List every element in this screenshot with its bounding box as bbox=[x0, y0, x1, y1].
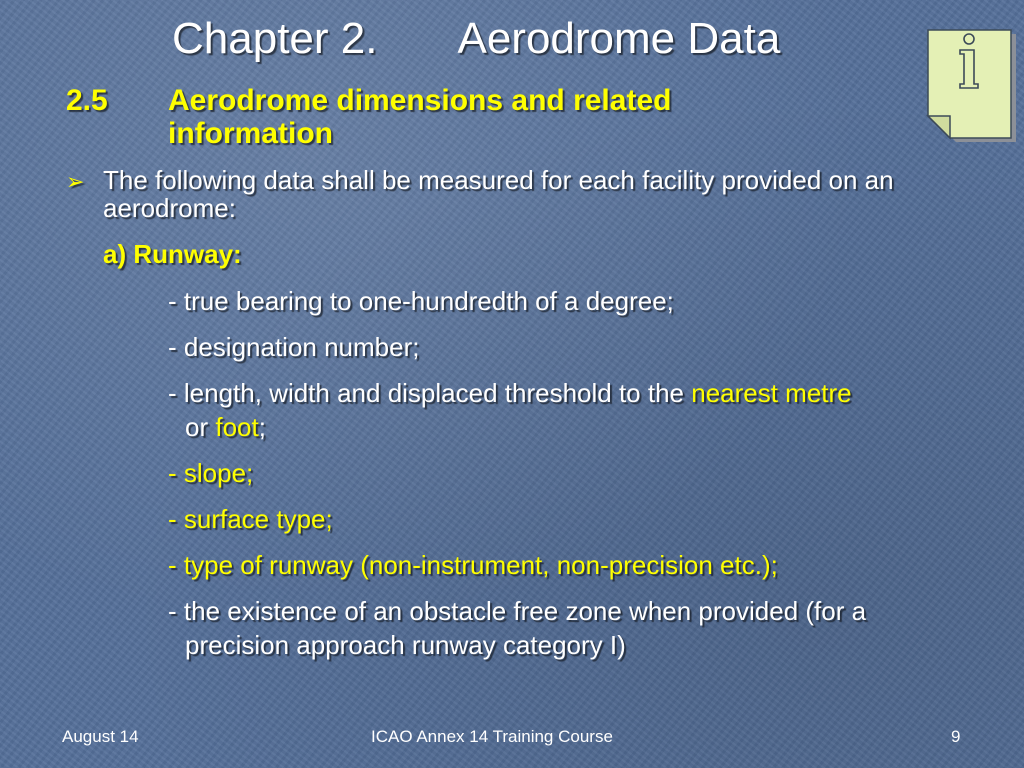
section-heading: Aerodrome dimensions and related information bbox=[168, 84, 672, 150]
runway-item-slope: - slope; bbox=[168, 458, 254, 488]
footer-date: August 14 bbox=[62, 727, 139, 746]
item-ofz-line2: precision approach runway category I) bbox=[185, 630, 626, 660]
item-ofz-line1: - the existence of an obstacle free zone when provided (for a bbox=[168, 596, 867, 626]
runway-item-obstacle-free-zone bbox=[168, 594, 958, 662]
runway-item-runway-type: - type of runway (non-instrument, non-precision etc.); bbox=[168, 550, 778, 580]
slide-title bbox=[172, 12, 780, 66]
section-number: 2.5 bbox=[66, 84, 108, 117]
runway-item-designation: - designation number; bbox=[168, 332, 420, 362]
bullet-text: The following data shall be measured for each facility provided on an aerodrome: bbox=[103, 165, 894, 223]
title-chapter: Chapter 2. bbox=[172, 14, 378, 63]
runway-item-surface-type: - surface type; bbox=[168, 504, 333, 534]
runway-item-true-bearing: - true bearing to one-hundredth of a degree; bbox=[168, 286, 674, 316]
item-length-cont-suffix: ; bbox=[258, 412, 266, 442]
arrow-bullet-icon: ➢ bbox=[66, 169, 85, 194]
item-length-prefix: - length, width and displaced threshold to the bbox=[168, 378, 692, 408]
title-subject: Aerodrome Data bbox=[457, 14, 781, 63]
footer-course: ICAO Annex 14 Training Course bbox=[371, 727, 613, 746]
runway-subheading: a) Runway: bbox=[103, 239, 242, 269]
runway-item-length-width bbox=[168, 376, 958, 444]
info-note-icon bbox=[926, 28, 1016, 142]
item-length-cont-prefix: or bbox=[185, 412, 216, 442]
item-length-highlight-metre: nearest metre bbox=[691, 378, 852, 408]
item-length-highlight-foot: foot bbox=[215, 412, 259, 442]
footer-page-number: 9 bbox=[951, 727, 961, 746]
